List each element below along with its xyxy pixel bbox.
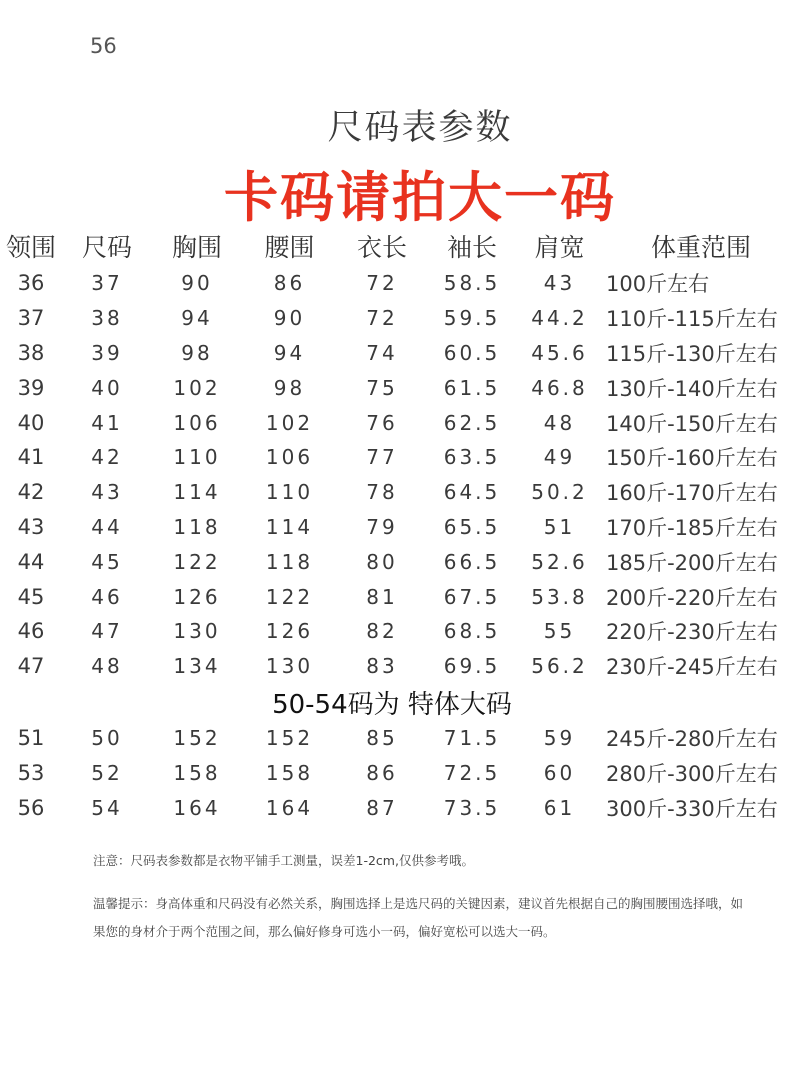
table-row <box>0 614 800 649</box>
cell-shoulder: 44.2 <box>531 306 588 331</box>
cell-length: 75 <box>366 375 398 400</box>
cell-weight-range: 115斤-130斤左右 <box>606 341 778 366</box>
cell-waist: 98 <box>273 375 306 400</box>
cell-size: 54 <box>91 795 123 820</box>
cell-waist: 130 <box>265 654 314 679</box>
table-row <box>0 301 800 336</box>
cell-waist: 118 <box>265 549 314 574</box>
cell-shoulder: 60 <box>543 760 576 785</box>
cell-chest: 122 <box>173 549 221 574</box>
cell-chest: 152 <box>173 725 221 750</box>
cell-collar: 36 <box>17 271 45 296</box>
cell-collar: 40 <box>17 410 45 435</box>
cell-size: 42 <box>91 445 123 470</box>
header-weight-range: 体重范围 <box>650 233 751 262</box>
table-row <box>0 440 800 475</box>
cell-weight-range: 150斤-160斤左右 <box>606 446 778 471</box>
cell-shoulder: 52.6 <box>531 549 588 574</box>
table-row <box>0 266 800 301</box>
cell-chest: 118 <box>173 514 221 539</box>
cell-size: 39 <box>91 340 123 365</box>
sizing-tip: 温馨提示：身高体重和尺码没有必然关系，胸围选择上是选尺码的关键因素，建议首先根据自己的胸围腰围选择哦，如果您的身材介于两个范围之间，那么偏好修身可选小一码，偏好宽松可以选大一码。 <box>93 896 744 939</box>
cell-length: 76 <box>366 410 398 435</box>
cell-collar: 39 <box>17 375 45 400</box>
cell-sleeve: 61.5 <box>443 375 501 400</box>
header-length: 衣长 <box>356 233 407 262</box>
cell-collar: 53 <box>17 760 45 785</box>
table-row <box>0 721 800 756</box>
cell-shoulder: 56.2 <box>531 654 588 679</box>
cell-chest: 134 <box>173 654 221 679</box>
cell-size: 46 <box>91 584 123 609</box>
table-row <box>0 755 800 790</box>
cell-length: 87 <box>366 795 398 820</box>
size-up-headline: 卡码请拍大一码 <box>224 166 616 229</box>
cell-weight-range: 140斤-150斤左右 <box>606 411 778 436</box>
cell-size: 52 <box>91 760 123 785</box>
cell-size: 45 <box>91 549 123 574</box>
cell-collar: 38 <box>17 340 45 365</box>
cell-chest: 98 <box>181 340 213 365</box>
cell-waist: 152 <box>265 725 314 750</box>
cell-collar: 41 <box>17 445 45 470</box>
cell-waist: 158 <box>265 760 314 785</box>
cell-weight-range: 200斤-220斤左右 <box>606 585 778 610</box>
special-size-note: 50-54码为 特体大码 <box>272 689 512 720</box>
cell-collar: 56 <box>17 795 45 820</box>
cell-sleeve: 71.5 <box>443 725 501 750</box>
cell-weight-range: 100斤左右 <box>606 272 710 297</box>
cell-shoulder: 43 <box>543 271 576 296</box>
cell-chest: 158 <box>173 760 221 785</box>
cell-collar: 45 <box>17 584 45 609</box>
cell-weight-range: 230斤-245斤左右 <box>606 655 778 680</box>
header-sleeve: 袖长 <box>446 233 497 262</box>
cell-shoulder: 50.2 <box>531 480 588 505</box>
cell-chest: 114 <box>173 480 221 505</box>
cell-shoulder: 53.8 <box>531 584 588 609</box>
cell-shoulder: 48 <box>543 410 576 435</box>
header-chest: 胸围 <box>171 233 222 262</box>
cell-chest: 90 <box>181 271 213 296</box>
cell-collar: 51 <box>17 725 45 750</box>
cell-length: 81 <box>366 584 398 609</box>
cell-weight-range: 170斤-185斤左右 <box>606 515 778 540</box>
cell-size: 47 <box>91 619 123 644</box>
cell-weight-range: 300斤-330斤左右 <box>606 796 778 821</box>
header-shoulder: 肩宽 <box>534 233 585 262</box>
cell-length: 82 <box>366 619 398 644</box>
size-table <box>0 226 800 825</box>
cell-length: 78 <box>366 480 398 505</box>
cell-waist: 164 <box>265 795 314 820</box>
cell-chest: 94 <box>181 306 213 331</box>
cell-shoulder: 46.8 <box>531 375 588 400</box>
cell-chest: 164 <box>173 795 221 820</box>
cell-size: 37 <box>91 271 123 296</box>
header-waist: 腰围 <box>264 233 315 262</box>
cell-sleeve: 69.5 <box>443 654 501 679</box>
cell-weight-range: 220斤-230斤左右 <box>606 620 778 645</box>
cell-size: 44 <box>91 514 123 539</box>
measurement-note: 注意：尺码表参数都是衣物平铺手工测量，误差1-2cm,仅供参考哦。 <box>93 853 474 868</box>
page-number: 56 <box>90 34 117 58</box>
cell-size: 43 <box>91 480 123 505</box>
cell-chest: 126 <box>173 584 221 609</box>
cell-chest: 110 <box>173 445 221 470</box>
cell-sleeve: 58.5 <box>443 271 501 296</box>
table-row <box>0 475 800 510</box>
cell-length: 83 <box>366 654 398 679</box>
cell-weight-range: 110斤-115斤左右 <box>606 307 778 332</box>
cell-collar: 43 <box>17 514 45 539</box>
cell-weight-range: 245斤-280斤左右 <box>606 726 778 751</box>
cell-weight-range: 130斤-140斤左右 <box>606 376 778 401</box>
cell-length: 74 <box>366 340 398 365</box>
cell-size: 50 <box>91 725 123 750</box>
cell-length: 80 <box>366 549 398 574</box>
cell-shoulder: 49 <box>543 445 576 470</box>
cell-collar: 44 <box>17 549 45 574</box>
special-size-note-row <box>0 684 800 721</box>
cell-size: 40 <box>91 375 123 400</box>
cell-shoulder: 55 <box>543 619 576 644</box>
cell-length: 77 <box>366 445 398 470</box>
table-row <box>0 649 800 684</box>
cell-sleeve: 65.5 <box>443 514 501 539</box>
cell-waist: 86 <box>273 271 306 296</box>
table-row <box>0 370 800 405</box>
cell-waist: 114 <box>265 514 314 539</box>
cell-waist: 122 <box>265 584 314 609</box>
cell-sleeve: 63.5 <box>443 445 501 470</box>
cell-sleeve: 62.5 <box>443 410 501 435</box>
cell-collar: 47 <box>17 654 45 679</box>
notes-section <box>93 848 753 958</box>
cell-waist: 126 <box>265 619 314 644</box>
cell-length: 86 <box>366 760 398 785</box>
cell-chest: 106 <box>173 410 221 435</box>
cell-collar: 46 <box>17 619 45 644</box>
cell-length: 72 <box>366 306 398 331</box>
cell-sleeve: 64.5 <box>443 480 501 505</box>
cell-sleeve: 68.5 <box>443 619 501 644</box>
table-row <box>0 544 800 579</box>
table-header-row <box>0 226 800 266</box>
cell-shoulder: 61 <box>543 795 576 820</box>
header-size: 尺码 <box>81 233 132 262</box>
cell-sleeve: 67.5 <box>443 584 501 609</box>
cell-weight-range: 280斤-300斤左右 <box>606 761 778 786</box>
cell-sleeve: 59.5 <box>443 306 501 331</box>
cell-weight-range: 185斤-200斤左右 <box>606 550 778 575</box>
cell-shoulder: 51 <box>543 514 576 539</box>
cell-sleeve: 66.5 <box>443 549 501 574</box>
cell-chest: 130 <box>173 619 221 644</box>
cell-sleeve: 72.5 <box>443 760 501 785</box>
table-row <box>0 579 800 614</box>
cell-sleeve: 60.5 <box>443 340 501 365</box>
cell-waist: 106 <box>265 445 314 470</box>
table-row <box>0 510 800 545</box>
cell-size: 38 <box>91 306 123 331</box>
header-collar: 领围 <box>5 233 56 262</box>
cell-chest: 102 <box>173 375 221 400</box>
cell-size: 48 <box>91 654 123 679</box>
cell-shoulder: 59 <box>543 725 576 750</box>
cell-length: 79 <box>366 514 398 539</box>
cell-collar: 42 <box>17 480 45 505</box>
cell-waist: 90 <box>273 306 306 331</box>
page-title: 尺码表参数 <box>327 108 513 148</box>
cell-size: 41 <box>91 410 123 435</box>
cell-sleeve: 73.5 <box>443 795 501 820</box>
table-row <box>0 405 800 440</box>
cell-waist: 94 <box>273 340 306 365</box>
table-row <box>0 790 800 825</box>
cell-waist: 110 <box>265 480 314 505</box>
cell-waist: 102 <box>265 410 314 435</box>
table-row <box>0 336 800 371</box>
cell-shoulder: 45.6 <box>531 340 588 365</box>
cell-collar: 37 <box>17 306 45 331</box>
cell-length: 85 <box>366 725 398 750</box>
cell-length: 72 <box>366 271 398 296</box>
cell-weight-range: 160斤-170斤左右 <box>606 481 778 506</box>
